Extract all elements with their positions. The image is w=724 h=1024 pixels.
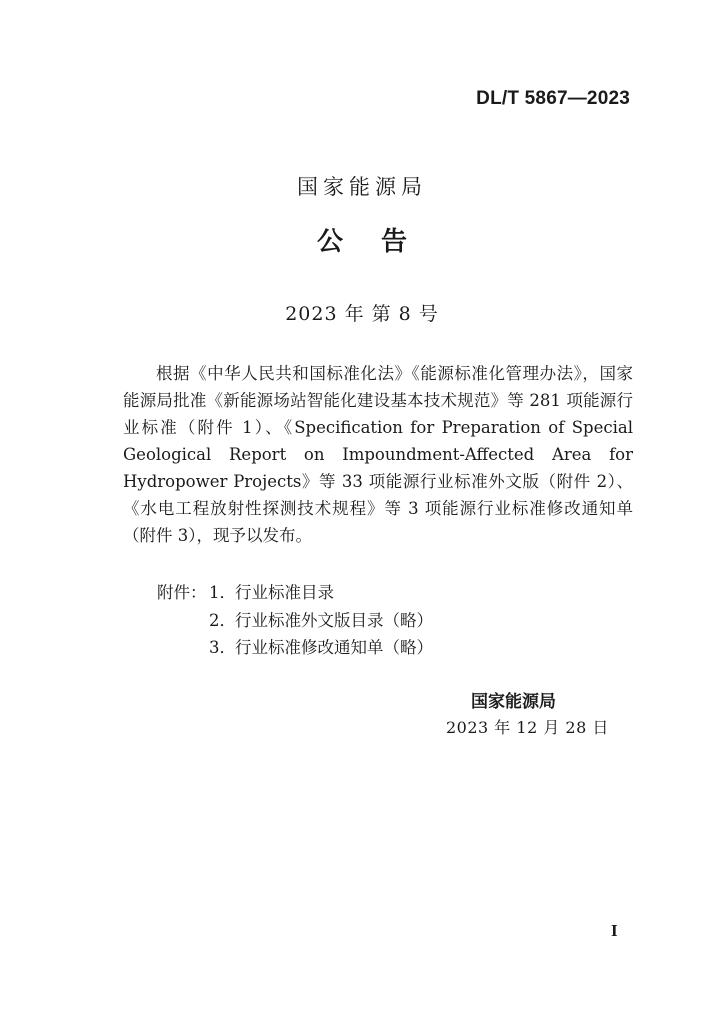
attachment-label: 行业标准目录 [235,583,334,602]
attachment-number: 3． [209,638,236,657]
attachment-number: 1． [209,583,236,602]
signature-date: 2023 年 12 月 28 日 [446,718,609,737]
attachment-item [157,607,433,635]
signature-organization: 国家能源局 [471,692,556,712]
attachment-label: 行业标准外文版目录（略） [235,610,433,630]
announcement-body [123,360,633,549]
attachment-label: 行业标准修改通知单（略） [235,638,433,657]
body-paragraph: 根据《中华人民共和国标准化法》《能源标准化管理办法》，国家能源局批准《新能源场站智能化建设基本技术规范》等 281 项能源行业标准（附件 1）、《Specification for Preparation of Special Geological Report on Impoundment-Affected Area for Hydropower Projects》等 33 项能源行业标准外文版（附件 2）、《水电工程放射性探测技术规程》等 3 项能源行业标准修改通知单（附件 3），现予以发布。 [123,364,633,545]
page-number: I [611,921,618,940]
attachment-item [157,579,433,607]
attachment-list [157,579,433,662]
standard-code: DL/T 5867—2023 [476,88,630,109]
attachment-item [157,634,433,662]
attachment-prefix: 附件： [157,583,207,602]
document-type-title: 公告 [316,227,445,257]
document-number: 2023 年 第 8 号 [285,303,439,325]
attachment-number: 2． [209,610,236,630]
issuer-title: 国家能源局 [297,175,427,199]
